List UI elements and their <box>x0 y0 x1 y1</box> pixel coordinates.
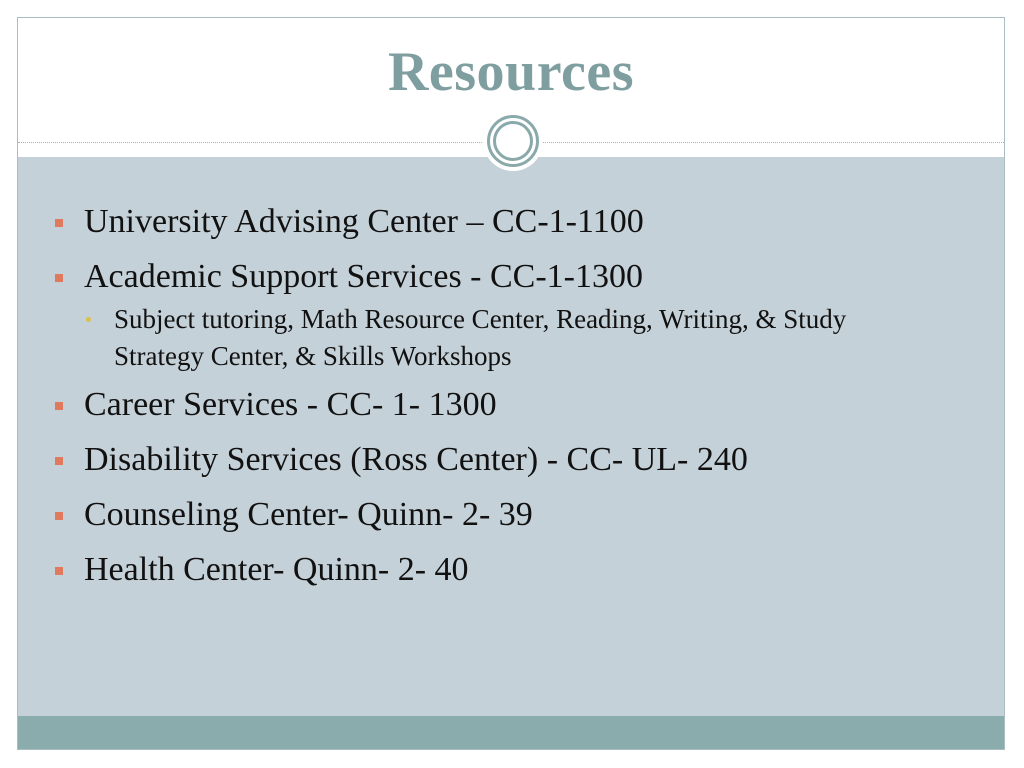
square-bullet-icon <box>55 512 63 520</box>
square-bullet-icon <box>55 274 63 282</box>
square-bullet-icon <box>55 457 63 465</box>
list-item <box>0 257 1024 375</box>
dot-bullet-icon <box>86 317 91 322</box>
sub-list-item-text: Subject tutoring, Math Resource Center, Reading, Writing, & Study Strategy Center, & Skills Workshops <box>114 304 847 371</box>
list-item-text: Health Center- Quinn- 2- 40 <box>84 551 469 588</box>
square-bullet-icon <box>55 219 63 227</box>
list-item-text: Disability Services (Ross Center) - CC- UL- 240 <box>84 441 748 478</box>
list-item <box>0 440 1024 480</box>
resource-list <box>0 202 1024 605</box>
square-bullet-icon <box>55 567 63 575</box>
list-item <box>0 495 1024 535</box>
slide-title: Resources <box>387 41 635 103</box>
circle-ornament-icon <box>483 111 543 171</box>
list-item-text: Career Services - CC- 1- 1300 <box>84 386 497 423</box>
list-item <box>0 385 1024 425</box>
list-item-text: University Advising Center – CC-1-1100 <box>84 203 644 240</box>
footer-bar <box>18 716 1004 750</box>
list-item-text: Counseling Center- Quinn- 2- 39 <box>84 496 533 533</box>
square-bullet-icon <box>55 402 63 410</box>
list-item <box>0 550 1024 590</box>
list-item-text: Academic Support Services - CC-1-1300 <box>84 258 643 295</box>
list-item <box>0 202 1024 242</box>
sub-list-item <box>114 301 874 375</box>
